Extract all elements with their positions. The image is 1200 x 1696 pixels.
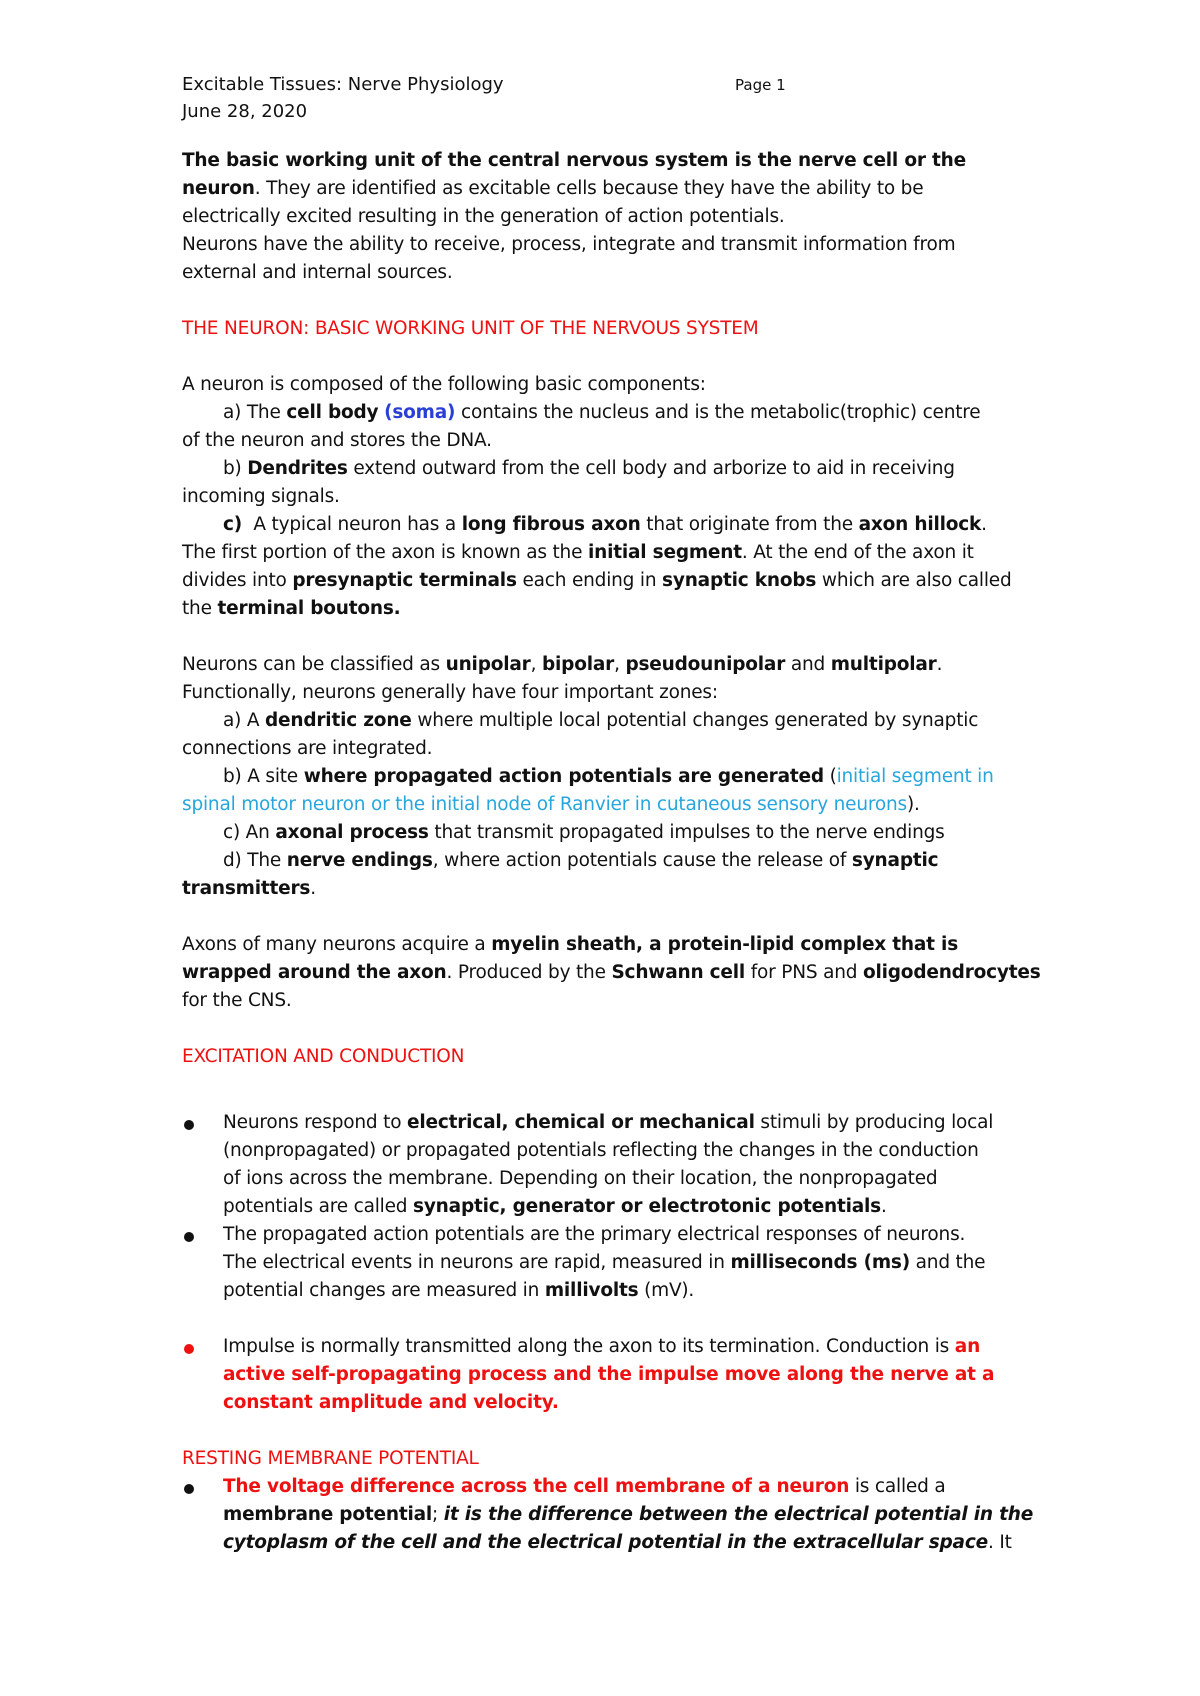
excitation-bullet-1-line-3: of ions across the membrane. Depending on their location, the nonpropagated bbox=[223, 1168, 938, 1189]
component-a-line-2: of the neuron and stores the DNA. bbox=[182, 430, 492, 451]
components-lead: A neuron is composed of the following basic components: bbox=[182, 374, 706, 395]
myelin-line-2: wrapped around the axon. Produced by the Schwann cell for PNS and oligodendrocytes bbox=[182, 962, 1041, 983]
component-b-line-2: incoming signals. bbox=[182, 486, 340, 507]
section-heading-excitation: EXCITATION AND CONDUCTION bbox=[182, 1046, 465, 1067]
section-heading-neuron: THE NEURON: BASIC WORKING UNIT OF THE NERVOUS SYSTEM bbox=[182, 318, 759, 339]
component-c-line-2: The first portion of the axon is known as the initial segment. At the end of the axon it bbox=[182, 542, 974, 563]
intro-line-3: electrically excited resulting in the generation of action potentials. bbox=[182, 206, 785, 227]
excitation-bullet-1-line-2: (nonpropagated) or propagated potentials reflecting the changes in the conduction bbox=[223, 1140, 979, 1161]
section-heading-resting: RESTING MEMBRANE POTENTIAL bbox=[182, 1448, 479, 1469]
myelin-line-3: for the CNS. bbox=[182, 990, 292, 1011]
component-c-line-3: divides into presynaptic terminals each ending in synaptic knobs which are also called bbox=[182, 570, 1012, 591]
bullet-icon bbox=[184, 1484, 194, 1494]
bullet-icon bbox=[184, 1232, 194, 1242]
zone-d-line-1: d) The nerve endings, where action potentials cause the release of synaptic bbox=[223, 850, 939, 871]
component-a-line-1: a) The cell body (soma) contains the nucleus and is the metabolic(trophic) centre bbox=[223, 402, 981, 423]
zone-a-line-2: connections are integrated. bbox=[182, 738, 433, 759]
excitation-bullet-2-line-1: The propagated action potentials are the primary electrical responses of neurons. bbox=[223, 1224, 966, 1245]
excitation-bullet-1-line-4: potentials are called synaptic, generator or electrotonic potentials. bbox=[223, 1196, 887, 1217]
classification-line: Neurons can be classified as unipolar, bipolar, pseudounipolar and multipolar. bbox=[182, 654, 943, 675]
bullet-icon bbox=[184, 1120, 194, 1130]
zone-b-line-1: b) A site where propagated action potentials are generated (initial segment in bbox=[223, 766, 994, 787]
document-title: Excitable Tissues: Nerve Physiology bbox=[182, 74, 504, 95]
excitation-bullet-1-line-1: Neurons respond to electrical, chemical or mechanical stimuli by producing local bbox=[223, 1112, 994, 1133]
page-number: Page 1 bbox=[735, 76, 786, 94]
intro-line-5: external and internal sources. bbox=[182, 262, 453, 283]
intro-line-4: Neurons have the ability to receive, process, integrate and transmit information from bbox=[182, 234, 956, 255]
zone-a-line-1: a) A dendritic zone where multiple local potential changes generated by synaptic bbox=[223, 710, 979, 731]
resting-line-3: cytoplasm of the cell and the electrical potential in the extracellular space. It bbox=[223, 1532, 1012, 1553]
excitation-bullet-3-line-3: constant amplitude and velocity. bbox=[223, 1392, 559, 1413]
excitation-bullet-2-line-3: potential changes are measured in millivolts (mV). bbox=[223, 1280, 695, 1301]
resting-line-2: membrane potential; it is the difference between the electrical potential in the bbox=[223, 1504, 1034, 1525]
intro-line-1: The basic working unit of the central nervous system is the nerve cell or the bbox=[182, 150, 966, 171]
component-b-line-1: b) Dendrites extend outward from the cell body and arborize to aid in receiving bbox=[223, 458, 955, 479]
document-date: June 28, 2020 bbox=[182, 101, 308, 122]
excitation-bullet-3-line-2: active self-propagating process and the impulse move along the nerve at a bbox=[223, 1364, 995, 1385]
bullet-icon bbox=[184, 1344, 194, 1354]
excitation-bullet-3-line-1: Impulse is normally transmitted along the axon to its termination. Conduction is an bbox=[223, 1336, 981, 1357]
zone-c-line: c) An axonal process that transmit propagated impulses to the nerve endings bbox=[223, 822, 945, 843]
excitation-bullet-2-line-2: The electrical events in neurons are rapid, measured in milliseconds (ms) and the bbox=[223, 1252, 986, 1273]
intro-line-2: neuron. They are identified as excitable cells because they have the ability to be bbox=[182, 178, 924, 199]
component-c-line-1: c) A typical neuron has a long fibrous axon that originate from the axon hillock. bbox=[223, 514, 987, 535]
myelin-line-1: Axons of many neurons acquire a myelin sheath, a protein-lipid complex that is bbox=[182, 934, 959, 955]
resting-line-1: The voltage difference across the cell membrane of a neuron is called a bbox=[223, 1476, 946, 1497]
zone-d-line-2: transmitters. bbox=[182, 878, 316, 899]
zones-lead: Functionally, neurons generally have four important zones: bbox=[182, 682, 718, 703]
zone-b-line-2: spinal motor neuron or the initial node of Ranvier in cutaneous sensory neurons). bbox=[182, 794, 920, 815]
component-c-line-4: the terminal boutons. bbox=[182, 598, 401, 619]
